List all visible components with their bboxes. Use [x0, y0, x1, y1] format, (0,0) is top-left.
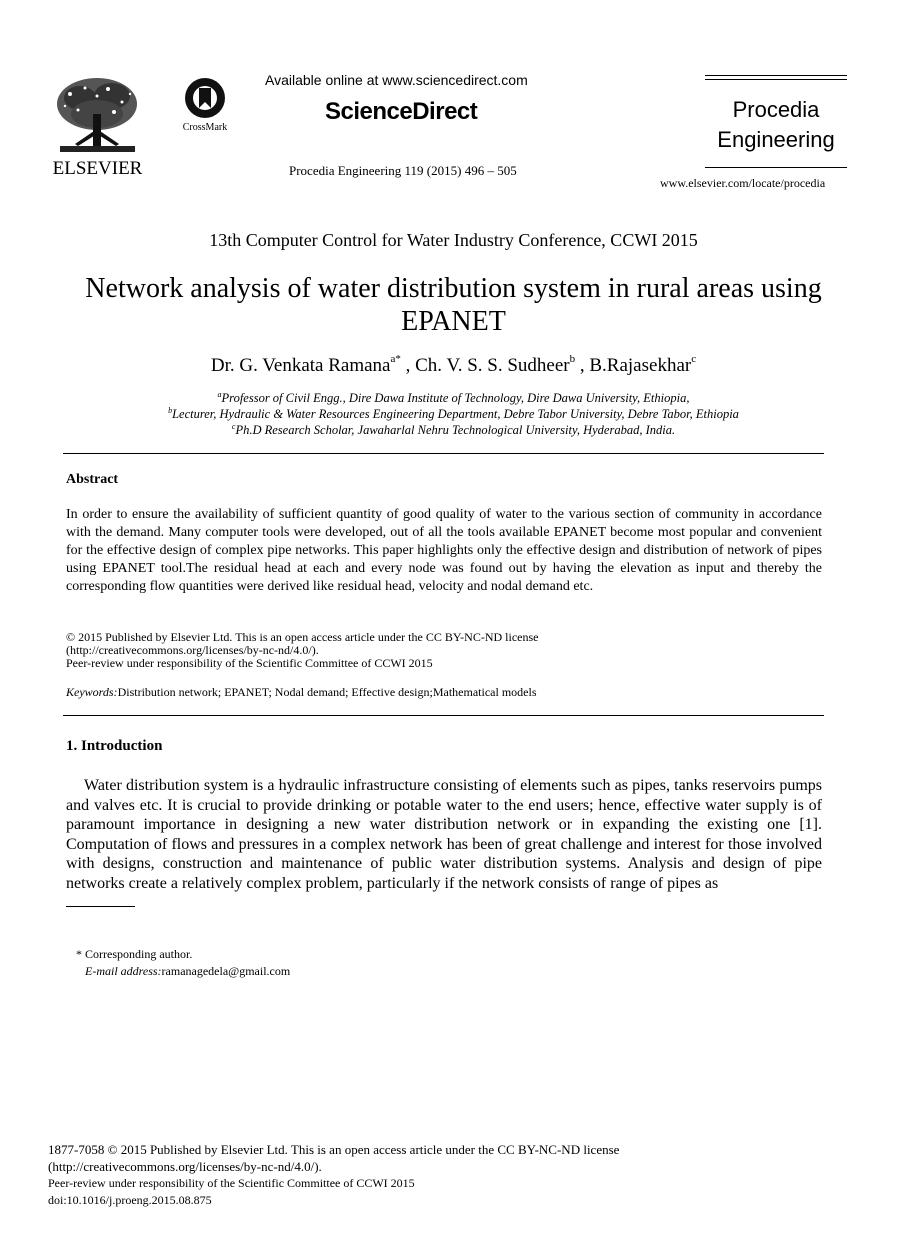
keywords — [66, 685, 536, 700]
journal-title-line2: Engineering — [717, 127, 835, 152]
email-address[interactable]: ramanagedela@gmail.com — [161, 964, 291, 978]
crossmark-label: CrossMark — [182, 122, 228, 133]
abstract-heading: Abstract — [66, 472, 119, 487]
journal-top-rule — [705, 75, 847, 76]
affiliation-a — [0, 390, 907, 406]
sciencedirect-wordmark[interactable]: ScienceDirect — [325, 98, 478, 125]
affiliation-text: Ph.D Research Scholar, Jawaharlal Nehru Technological University, Hyderabad, India. — [235, 423, 676, 438]
elsevier-logo — [50, 74, 145, 178]
license-line: © 2015 Published by Elsevier Ltd. This is an open access article under the CC BY-NC-ND license — [66, 630, 539, 644]
journal-bottom-rule — [705, 167, 847, 168]
footer-license-link[interactable]: (http://creativecommons.org/licenses/by-nc-nd/4.0/). — [48, 1159, 322, 1174]
footer-peer-review: Peer-review under responsibility of the Scientific Committee of CCWI 2015 — [48, 1176, 415, 1190]
journal-top-rule-2 — [705, 79, 847, 80]
journal-citation: Procedia Engineering 119 (2015) 496 – 505 — [289, 163, 517, 178]
corresponding-author-note: * Corresponding author. — [76, 947, 193, 961]
elsevier-wordmark: ELSEVIER — [52, 158, 143, 178]
journal-title-line1: Procedia — [732, 97, 820, 122]
affiliation-c — [0, 422, 907, 438]
email-note — [85, 964, 290, 979]
email-label: E-mail address: — [85, 964, 162, 978]
peer-review-line: Peer-review under responsibility of the Scientific Committee of CCWI 2015 — [66, 656, 433, 670]
section-heading: 1. Introduction — [66, 738, 163, 754]
journal-title — [705, 95, 847, 155]
author-name: Ch. V. S. S. Sudheer — [415, 355, 570, 376]
author-sup: b — [569, 353, 576, 365]
affiliation-text: Professor of Civil Engg., Dire Dawa Institute of Technology, Dire Dawa University, Ethiopia, — [221, 391, 690, 406]
author-sup: a* — [390, 353, 401, 365]
journal-url[interactable]: www.elsevier.com/locate/procedia — [660, 176, 826, 190]
affiliation-text: Lecturer, Hydraulic & Water Resources Engineering Department, Debre Tabor University, Debre Tabor, Ethiopia — [172, 407, 739, 422]
author-name: Dr. G. Venkata Ramana — [210, 355, 391, 376]
crossmark-logo[interactable] — [176, 76, 234, 134]
footnote-rule — [66, 906, 135, 907]
keywords-label: Keywords: — [66, 685, 118, 699]
affiliation-b — [0, 406, 907, 422]
available-online-text[interactable]: Available online at www.sciencedirect.com — [265, 72, 528, 88]
conference-name: 13th Computer Control for Water Industry Conference, CCWI 2015 — [209, 230, 698, 250]
divider — [63, 715, 824, 716]
affiliation-sup: a — [217, 390, 222, 399]
author-sup: c — [691, 353, 697, 365]
author-list: Dr. G. Venkata Ramana$^{a*}$ , Ch. V. S. S. Sudheer$^b$ , B.Rajasekhar$^c$ — [210, 353, 697, 376]
footer-doi[interactable]: doi:10.1016/j.proeng.2015.08.875 — [48, 1193, 212, 1207]
license-link[interactable]: (http://creativecommons.org/licenses/by-nc-nd/4.0/). — [66, 643, 319, 657]
affiliation-sup: c — [231, 422, 236, 431]
introduction-text: Water distribution system is a hydraulic infrastructure consisting of elements such as pipes, tanks reservoirs pumps and valves etc. It is crucial to provide drinking or potable water to the end users; hence, effective water supply is of paramount importance in designing a new water distribution network or in expanding the existing one [1]. Computation of flows and pressures in a complex network has been of great challenge and interest for those involved with designs, construction and maintenance of public water distribution systems. Analysis and design of pipe networks create a relatively complex problem, particularly if the network consists of range of pipes as — [66, 777, 822, 892]
keywords-text: Distribution network; EPANET; Nodal demand; Effective design;Mathematical models — [117, 685, 537, 699]
paper-title: Network analysis of water distribution system in rural areas using EPANET — [85, 273, 822, 337]
affiliation-sup: b — [168, 406, 173, 415]
footer-issn-license: 1877-7058 © 2015 Published by Elsevier Ltd. This is an open access article under the CC BY-NC-ND license — [48, 1142, 620, 1157]
divider — [63, 453, 824, 454]
author-name: B.Rajasekhar — [589, 355, 692, 376]
abstract-text: In order to ensure the availability of sufficient quantity of good quality of water to the various section of community in accordance with the demand. Many computer tools were developed, out of all the tools available EPANET become most popular and convenient for the effective design of complex pipe networks. This paper highlights only the effective design and distribution of network of pipes using EPANET tool.The residual head at each and every node was found out by having the elevation as input and thereby the corresponding flow quantities were derived like residual head, velocity and nodal demand etc. — [66, 507, 822, 594]
